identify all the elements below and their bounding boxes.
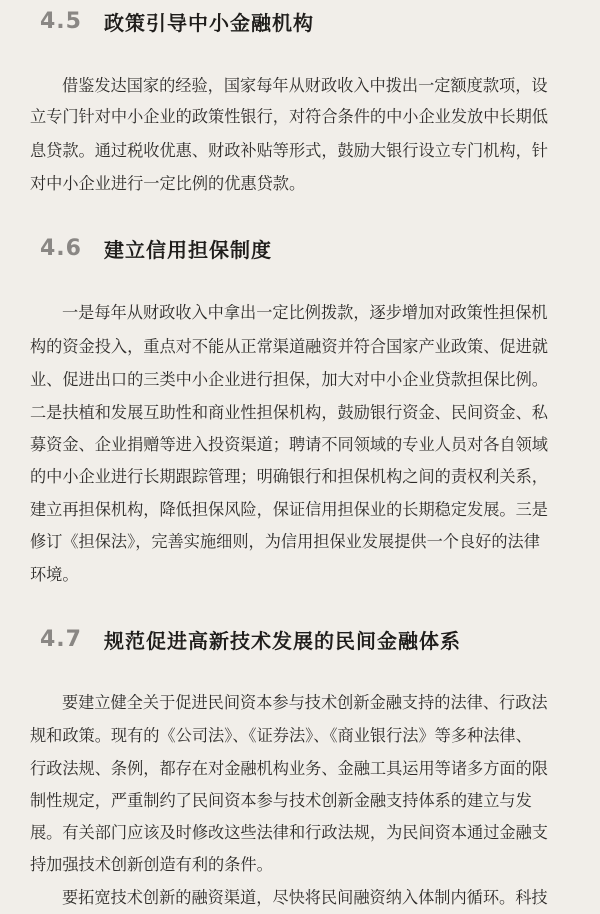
section-number: 4.7 xyxy=(40,626,82,652)
text-line: 一是每年从财政收入中拿出一定比例拨款，逐步增加对政策性担保机 xyxy=(62,303,548,322)
text-line: 规和政策。现有的《公司法》、《证券法》、《商业银行法》等多种法律、 xyxy=(30,726,532,745)
text-line: 建立再担保机构，降低担保风险，保证信用担保业的长期稳定发展。三是 xyxy=(30,500,548,519)
text-line: 修订《担保法》，完善实施细则，为信用担保业发展提供一个良好的法律 xyxy=(30,532,540,551)
text-line: 业、促进出口的三类中小企业进行担保，加大对中小企业贷款担保比例。 xyxy=(30,370,548,389)
section-heading xyxy=(40,622,580,656)
section-heading xyxy=(40,231,580,265)
text-line: 环境。 xyxy=(30,565,79,584)
text-line: 持加强技术创新创造有利的条件。 xyxy=(30,855,273,874)
text-line: 展。有关部门应该及时修改这些法律和行政法规，为民间资本通过金融支 xyxy=(30,823,548,842)
text-line: 借鉴发达国家的经验，国家每年从财政收入中拨出一定额度款项，设 xyxy=(62,76,548,95)
text-line: 制性规定，严重制约了民间资本参与技术创新金融支持体系的建立与发 xyxy=(30,791,532,810)
section-title: 规范促进高新技术发展的民间金融体系 xyxy=(104,628,461,653)
text-line: 立专门针对中小企业的政策性银行，对符合条件的中小企业发放中长期低 xyxy=(30,107,548,126)
text-line: 的中小企业进行长期跟踪管理；明确银行和担保机构之间的责权利关系， xyxy=(30,467,548,486)
section-number: 4.6 xyxy=(40,235,82,261)
text-line: 二是扶植和发展互助性和商业性担保机构，鼓励银行资金、民间资金、私 xyxy=(30,403,548,422)
text-line: 构的资金投入，重点对不能从正常渠道融资并符合国家产业政策、促进就 xyxy=(30,337,548,356)
section-heading xyxy=(40,4,580,38)
text-line: 行政法规、条例，都存在对金融机构业务、金融工具运用等诸多方面的限 xyxy=(30,759,548,778)
text-line: 募资金、企业捐赠等进入投资渠道；聘请不同领域的专业人员对各自领域 xyxy=(30,435,548,454)
section-title: 政策引导中小金融机构 xyxy=(104,10,314,35)
text-line: 要拓宽技术创新的融资渠道，尽快将民间融资纳入体制内循环。科技 xyxy=(62,888,548,907)
text-line: 要建立健全关于促进民间资本参与技术创新金融支持的法律、行政法 xyxy=(62,693,548,712)
text-line: 息贷款。通过税收优惠、财政补贴等形式，鼓励大银行设立专门机构，针 xyxy=(30,141,548,160)
text-line: 对中小企业进行一定比例的优惠贷款。 xyxy=(30,174,306,193)
section-number: 4.5 xyxy=(40,8,82,34)
section-title: 建立信用担保制度 xyxy=(104,237,272,262)
